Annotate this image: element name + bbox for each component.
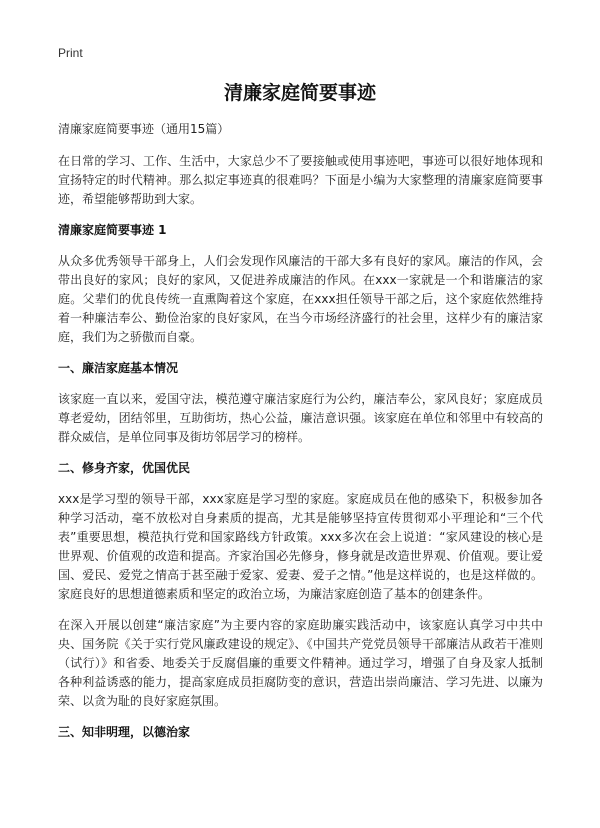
- document-body: [58, 120, 543, 754]
- document-title: 清廉家庭简要事迹: [223, 82, 376, 104]
- section-1-paragraph: 从众多优秀领导干部身上，人们会发现作风廉洁的干部大多有良好的家风。廉洁的作风，会带出良好的家风；良好的家风，又促进养成廉洁的作风。在xxx一家就是一个和谐廉洁的家庭。父辈们的优良传统一直熏陶着这个家庭，在xxx担任领导干部之后，这个家庭依然维持着一种廉洁奉公、勤俭治家的良好家风，在当今市场经济盛行的社会里，这样少有的廉洁家庭，我们为之骄傲而自豪。: [58, 254, 543, 344]
- section-heading-1: 清廉家庭简要事迹 1: [58, 223, 167, 237]
- basic-situation-paragraph: 该家庭一直以来，爱国守法，模范遵守廉洁家庭行为公约，廉洁奉公，家风良好；家庭成员尊老爱幼，团结邻里，互助街坊，热心公益，廉洁意识强。该家庭在单位和邻里中有较高的群众威信，是单位同事及街坊邻居学习的榜样。: [58, 392, 543, 444]
- heading-virtue-family: 三、知非明理，以德治家: [58, 725, 191, 739]
- heading-self-cultivation: 二、修身齐家，优国优民: [58, 461, 191, 475]
- document-subtitle: 清廉家庭简要事迹（通用15篇）: [58, 122, 230, 136]
- heading-basic-situation: 一、廉洁家庭基本情况: [58, 361, 179, 375]
- intro-paragraph: 在日常的学习、工作、生活中，大家总少不了要接触或使用事迹吧，事迹可以很好地体现和宣扬特定的时代精神。那么拟定事迹真的很难吗？下面是小编为大家整理的清廉家庭简要事迹，希望能够帮助到大家。: [58, 154, 543, 206]
- self-cultivation-paragraph-1: xxx是学习型的领导干部，xxx家庭是学习型的家庭。家庭成员在他的感染下，积极参加各种学习活动，毫不放松对自身素质的提高，尤其是能够坚持宣传贯彻邓小平理论和“三个代表”重要思想，模范执行党和国家路线方针政策。xxx多次在会上说道：“家风建设的核心是世界观、价值观的改造和提高。齐家治国必先修身，修身就是改造世界观、价值观。要让爱国、爱民、爱党之情高于甚至融于爱家、爱妻、爱子之情。”他是这样说的，也是这样做的。家庭良好的思想道德素质和坚定的政治立场，为廉洁家庭创造了基本的创建条件。: [58, 492, 543, 601]
- print-link[interactable]: Print: [58, 46, 83, 60]
- self-cultivation-paragraph-2: 在深入开展以创建“廉洁家庭”为主要内容的家庭助廉实践活动中，该家庭认真学习中共中央、国务院《关于实行党风廉政建设的规定》、《中国共产党党员领导干部廉洁从政若干准则（试行）》和省委、地委关于反腐倡廉的重要文件精神。通过学习，增强了自身及家人抵制各种利益诱惑的能力，提高家庭成员拒腐防变的意识，营造出崇尚廉洁、学习先进、以廉为荣、以贪为耻的良好家庭氛围。: [58, 618, 543, 708]
